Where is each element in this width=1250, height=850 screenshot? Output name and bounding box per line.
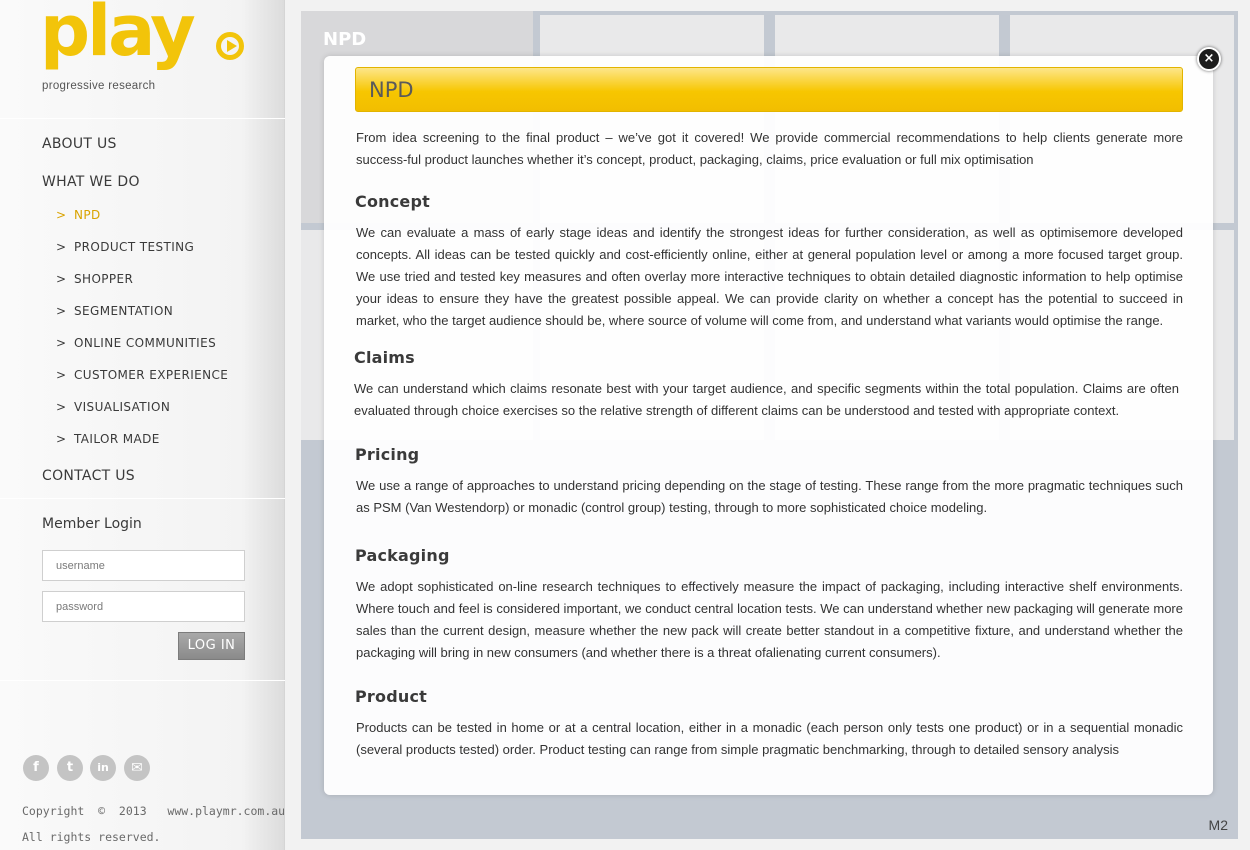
divider bbox=[0, 680, 285, 681]
chevron-right-icon: > bbox=[56, 336, 67, 350]
twitter-icon[interactable]: t bbox=[57, 755, 83, 781]
rights-text: All rights reserved. bbox=[22, 830, 161, 844]
section-heading-packaging: Packaging bbox=[355, 546, 450, 565]
nav-sub-label: SEGMENTATION bbox=[74, 304, 174, 318]
chevron-right-icon: > bbox=[56, 272, 67, 286]
logo-tagline: progressive research bbox=[42, 80, 156, 92]
nav-sub-label: NPD bbox=[74, 208, 101, 222]
section-heading-claims: Claims bbox=[354, 348, 415, 367]
nav-sub-label: ONLINE COMMUNITIES bbox=[74, 336, 217, 350]
chevron-right-icon: > bbox=[56, 432, 67, 446]
chevron-right-icon: > bbox=[56, 368, 67, 382]
modal-header bbox=[355, 67, 1183, 112]
username-input[interactable] bbox=[42, 550, 245, 581]
nav-sub-online-communities[interactable] bbox=[56, 336, 216, 350]
email-icon[interactable]: ✉ bbox=[124, 755, 150, 781]
nav-sub-tailor-made[interactable] bbox=[56, 432, 160, 446]
password-input[interactable] bbox=[42, 591, 245, 622]
section-body-concept: We can evaluate a mass of early stage ideas and identify the strongest ideas for further consideration, as well as optimisemore developed concepts. All ideas can be tested quickly and cost-efficiently online, either at general population level or among a more focused target group. We use tried and tested key measures and often overlay more interactive techniques to obtain detailed diagnostic information to help optimise your ideas to ensure they have the greatest possible appeal. We can provide clarity on whether a concept has the potential to succeed in market, who the target audience should be, where source of volume will come from, and understand what variants would optimise the range. bbox=[356, 225, 1183, 328]
npd-modal bbox=[324, 51, 1215, 795]
section-heading-product: Product bbox=[355, 687, 427, 706]
close-icon[interactable]: × bbox=[1197, 47, 1221, 71]
member-login-title: Member Login bbox=[42, 516, 142, 532]
nav-sub-segmentation[interactable] bbox=[56, 304, 173, 318]
nav-sub-npd[interactable] bbox=[56, 208, 101, 222]
nav-sub-product-testing[interactable] bbox=[56, 240, 194, 254]
section-body-pricing: We use a range of approaches to understand pricing depending on the stage of testing. These range from the more pragmatic techniques such as PSM (Van Westendorp) or monadic (control group) testing, through to more sophisticated choice modeling. bbox=[356, 478, 1183, 515]
logo-word: play bbox=[40, 0, 193, 72]
chevron-right-icon: > bbox=[56, 400, 67, 414]
login-button[interactable]: LOG IN bbox=[178, 632, 245, 660]
sidebar bbox=[0, 0, 285, 850]
section-heading-concept: Concept bbox=[355, 192, 430, 211]
nav-sub-label: SHOPPER bbox=[74, 272, 134, 286]
section-body-claims: We can understand which claims resonate best with your target audience, and specific segments within the total population. Claims are often evaluated through choice exercises so the relative strength of different claims can be understood and tested with appropriate context. bbox=[354, 381, 1179, 418]
background-title: NPD bbox=[323, 29, 367, 50]
nav-contact-us[interactable]: CONTACT US bbox=[42, 468, 135, 484]
nav-sub-shopper[interactable] bbox=[56, 272, 133, 286]
nav-sub-visualisation[interactable] bbox=[56, 400, 170, 414]
footer bbox=[22, 798, 285, 850]
nav-sub-label: TAILOR MADE bbox=[74, 432, 160, 446]
intro-paragraph: From idea screening to the final product – we’ve got it covered! We provide commercial recommendations to help clients generate more success-ful product launches whether it’s concept, product, packaging, claims, price evaluation or full mix optimisation bbox=[356, 130, 1183, 167]
play-logo[interactable] bbox=[40, 0, 245, 97]
linkedin-icon[interactable]: in bbox=[90, 755, 116, 781]
chevron-right-icon: > bbox=[56, 240, 67, 254]
nav-sub-label: CUSTOMER EXPERIENCE bbox=[74, 368, 229, 382]
corner-label: M2 bbox=[1208, 817, 1228, 833]
nav-sub-label: VISUALISATION bbox=[74, 400, 171, 414]
modal-title: NPD bbox=[369, 78, 414, 102]
copyright-text: Copyright © 2013 www.playmr.com.au bbox=[22, 804, 286, 818]
chevron-right-icon: > bbox=[56, 304, 67, 318]
play-icon bbox=[216, 32, 244, 60]
chevron-right-icon: > bbox=[56, 208, 67, 222]
nav-sub-customer-experience[interactable] bbox=[56, 368, 228, 382]
nav-sub-label: PRODUCT TESTING bbox=[74, 240, 195, 254]
divider bbox=[0, 498, 285, 499]
section-body-packaging: We adopt sophisticated on-line research techniques to effectively measure the impact of packaging, including interactive shelf environments. Where touch and feel is considered important, we conduct central location tests. We can understand whether new packaging will generate more sales than the current design, measure whether the new pack will create better standout in a competitive fixture, and understand whether the packaging will bring in new consumers (and whether there is a threat ofalienating current consumers). bbox=[356, 579, 1183, 660]
section-body-product: Products can be tested in home or at a central location, either in a monadic (each person only tests one product) or in a sequential monadic (several products tested) order. Product testing can range from simple pragmatic benchmarking, through to detailed sensory analysis bbox=[356, 720, 1183, 757]
section-heading-pricing: Pricing bbox=[355, 445, 420, 464]
divider bbox=[0, 118, 285, 119]
nav-about-us[interactable]: ABOUT US bbox=[42, 136, 117, 152]
nav-what-we-do[interactable]: WHAT WE DO bbox=[42, 174, 140, 190]
facebook-icon[interactable]: f bbox=[23, 755, 49, 781]
